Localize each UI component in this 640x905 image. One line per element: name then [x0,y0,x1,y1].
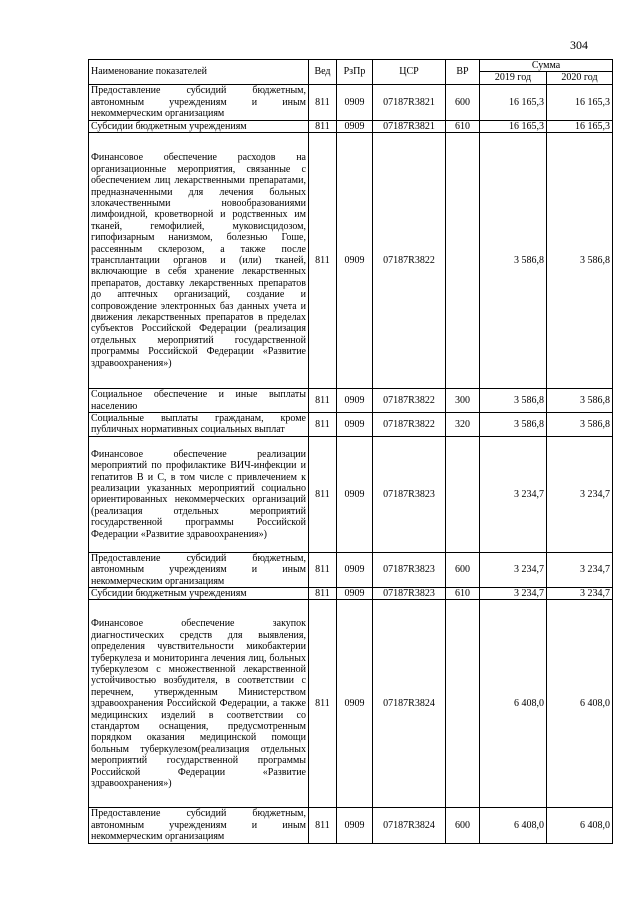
row-2020-cell: 3 586,8 [547,413,613,437]
row-rzpr-cell: 0909 [337,588,373,600]
row-vr-cell [446,133,480,389]
row-vr-cell: 610 [446,588,480,600]
row-csr-cell: 07187R3824 [373,600,446,808]
table-row [89,389,613,413]
header-2020: 2020 год [547,72,613,84]
header-csr: ЦСР [373,60,446,85]
row-2020-cell: 6 408,0 [547,600,613,808]
header-vr: ВР [446,60,480,85]
row-csr-cell: 07187R3823 [373,552,446,587]
row-name-cell: Финансовое обеспечение закупок диагностических средств для выявления, определения чувствительности микобактерии туберкулеза и мониторинга лечения лиц, больных туберкулезом с множественной лекарственной устойчивостью возбудителя, в соответствии с перечнем, утвержденным Министерством здравоохранения Российской Федерации, а также медицинских изделий в соответствии со стандартом оснащения, предусмотренным порядком оказания медицинской помощи больным туберкулезом(реализация отдельных мероприятий государственной программы Российской Федерации «Развитие здравоохранения») [89,600,309,808]
row-name-cell: Предоставление субсидий бюджетным, автономным учреждениям и иным некоммерческим организациям [89,84,309,120]
row-ved-cell: 811 [309,588,337,600]
row-2019-cell: 6 408,0 [480,600,547,808]
row-vr-cell: 600 [446,84,480,120]
row-vr-cell: 610 [446,120,480,132]
row-ved-cell: 811 [309,389,337,413]
header-rzpr: РзПр [337,60,373,85]
table-row [89,808,613,843]
row-name-cell: Финансовое обеспечение реализации мероприятий по профилактике ВИЧ-инфекции и гепатитов В и С, в том числе с привлечением к реализации указанных мероприятий социально ориентированных некоммерческих организаций (реализация отдельных мероприятий государственной программы Российской Федерации «Развитие здравоохранения») [89,436,309,552]
row-csr-cell: 07187R3824 [373,808,446,843]
row-rzpr-cell: 0909 [337,120,373,132]
row-csr-cell: 07187R3823 [373,436,446,552]
row-2020-cell: 6 408,0 [547,808,613,843]
row-2020-cell: 3 234,7 [547,552,613,587]
row-csr-cell: 07187R3822 [373,133,446,389]
row-2019-cell: 3 234,7 [480,588,547,600]
table-row [89,588,613,600]
header-2019: 2019 год [480,72,547,84]
header-ved: Вед [309,60,337,85]
row-2019-cell: 3 234,7 [480,436,547,552]
row-name-cell: Социальные выплаты гражданам, кроме публичных нормативных социальных выплат [89,413,309,437]
row-ved-cell: 811 [309,120,337,132]
row-rzpr-cell: 0909 [337,133,373,389]
table-row [89,436,613,552]
row-rzpr-cell: 0909 [337,808,373,843]
row-rzpr-cell: 0909 [337,389,373,413]
row-name-cell: Финансовое обеспечение расходов на организационные мероприятия, связанные с обеспечением лиц лекарственными препаратами, предназначенными для лечения больных злокачественными новообразованиями лимфоидной, кроветворной и родственных им тканей, гемофилией, муковисцидозом, гипофизарным нанизмом, болезнью Гоше, рассеянным склерозом, а также после трансплантации органов и (или) тканей, включающие в себя хранение лекарственных препаратов, доставку лекарственных препаратов до аптечных организаций, создание и сопровождение электронных баз данных учета и движения лекарственных препаратов в пределах субъектов Российской Федерации (реализация отдельных мероприятий государственной программы Российской Федерации «Развитие здравоохранения») [89,133,309,389]
row-ved-cell: 811 [309,600,337,808]
row-2019-cell: 16 165,3 [480,120,547,132]
row-rzpr-cell: 0909 [337,436,373,552]
row-rzpr-cell: 0909 [337,552,373,587]
row-2019-cell: 3 234,7 [480,552,547,587]
row-vr-cell [446,436,480,552]
header-sum: Сумма [480,60,613,72]
row-csr-cell: 07187R3821 [373,120,446,132]
row-vr-cell [446,600,480,808]
row-2020-cell: 3 234,7 [547,436,613,552]
header-name: Наименование показателей [89,60,309,85]
table-row [89,552,613,587]
row-vr-cell: 600 [446,552,480,587]
row-2019-cell: 16 165,3 [480,84,547,120]
row-2020-cell: 16 165,3 [547,120,613,132]
row-csr-cell: 07187R3823 [373,588,446,600]
table-row [89,133,613,389]
row-ved-cell: 811 [309,808,337,843]
row-name-cell: Социальное обеспечение и иные выплаты населению [89,389,309,413]
row-ved-cell: 811 [309,133,337,389]
row-2019-cell: 3 586,8 [480,413,547,437]
row-ved-cell: 811 [309,413,337,437]
row-vr-cell: 300 [446,389,480,413]
row-ved-cell: 811 [309,84,337,120]
row-ved-cell: 811 [309,552,337,587]
table-row [89,600,613,808]
row-2020-cell: 3 586,8 [547,389,613,413]
row-2019-cell: 6 408,0 [480,808,547,843]
row-2019-cell: 3 586,8 [480,133,547,389]
page-number: 304 [570,38,588,52]
row-rzpr-cell: 0909 [337,413,373,437]
row-rzpr-cell: 0909 [337,84,373,120]
budget-table [88,59,613,844]
row-rzpr-cell: 0909 [337,600,373,808]
row-name-cell: Субсидии бюджетным учреждениям [89,120,309,132]
row-2020-cell: 3 234,7 [547,588,613,600]
table-row [89,120,613,132]
row-2020-cell: 16 165,3 [547,84,613,120]
table-row [89,413,613,437]
row-csr-cell: 07187R3822 [373,413,446,437]
row-csr-cell: 07187R3821 [373,84,446,120]
row-csr-cell: 07187R3822 [373,389,446,413]
row-2019-cell: 3 586,8 [480,389,547,413]
row-2020-cell: 3 586,8 [547,133,613,389]
row-vr-cell: 320 [446,413,480,437]
row-name-cell: Субсидии бюджетным учреждениям [89,588,309,600]
row-vr-cell: 600 [446,808,480,843]
table-row [89,84,613,120]
row-name-cell: Предоставление субсидий бюджетным, автономным учреждениям и иным некоммерческим организациям [89,808,309,843]
row-ved-cell: 811 [309,436,337,552]
row-name-cell: Предоставление субсидий бюджетным, автономным учреждениям и иным некоммерческим организациям [89,552,309,587]
